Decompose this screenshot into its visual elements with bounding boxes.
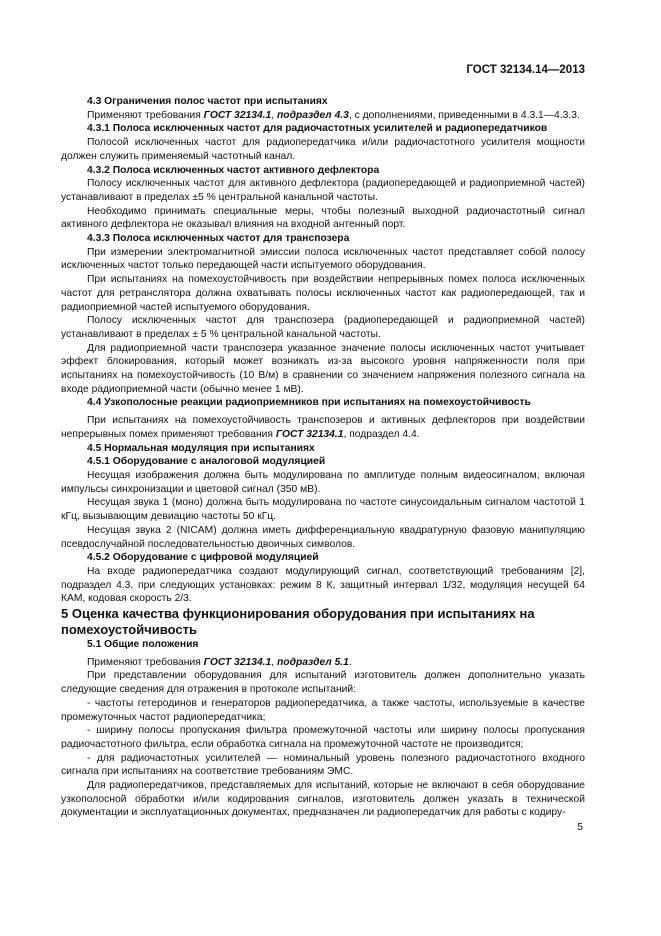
- paragraph: Применяют требования ГОСТ 32134.1, подраздел 5.1.: [87, 656, 352, 668]
- paragraph: При измерении электромагнитной эмиссии полоса исключенных частот представляет собой полосу исключенных частот только передающей части испытуемого оборудования.: [61, 246, 585, 272]
- paragraph: Применяют требования ГОСТ 32134.1, подраздел 4.3, с дополнениями, приведенными в 4.3.1—4.3.3.: [87, 109, 580, 121]
- paragraph: Несущая звука 1 (моно) должна быть модулирована по частоте синусоидальным сигналом частотой 1 кГц, вызывающим девиацию частоты 50 кГц.: [61, 497, 585, 523]
- section-heading: 4.5.2 Оборудование с цифровой модуляцией: [87, 552, 319, 564]
- paragraph: Для радиопередатчиков, представляемых для испытаний, которые не включают в себя оборудование узкополосной обработки и/или кодирования сигналов, изготовитель должен указать в технической документации и эксплуатационных документах, предназначен ли радиопередатчик для работы с кодиру-: [61, 780, 585, 819]
- section-heading: 4.5.1 Оборудование с аналоговой модуляцией: [87, 456, 326, 468]
- paragraph: Полосу исключенных частот для транспозера (радиопередающей и радиоприемной частей) устанавливают в пределах ± 5 % центральной канальной частоты.: [61, 315, 585, 340]
- document-code: ГОСТ 32134.14—2013: [466, 64, 585, 76]
- paragraph: При представлении оборудования для испытаний изготовитель должен дополнительно указать следующие сведения для отражения в протоколе испытаний:: [61, 670, 585, 696]
- section-heading: 5.1 Общие положения: [87, 639, 199, 651]
- section-heading: 5 Оценка качества функционирования оборудования при испытаниях на помехоустойчивость: [61, 606, 535, 638]
- section-heading: 4.3.1 Полоса исключенных частот для радиочастотных усилителей и радиопередатчиков: [87, 123, 548, 135]
- page-number: 5: [577, 821, 583, 833]
- paragraph: - частоты гетеродинов и генераторов радиопередатчика, а также частоты, используемые в качестве промежуточных частот радиопередатчика;: [61, 697, 585, 723]
- paragraph: - ширину полосы пропускания фильтра промежуточной частоты или ширину полосы пропускания радиочастотного фильтра, если обработка сигнала на промежуточной частоте не производится;: [61, 725, 585, 750]
- paragraph: На входе радиопередатчика создают модулирующий сигнал, соответствующий требованиям [2], подраздел 4.3, при следующих установках: режим 8 К, защитный интервал 1/32, модуляция несущей 64 КАМ, кодовая скорость 2/3.: [61, 565, 585, 605]
- section-heading: 4.3 Ограничения полос частот при испытаниях: [87, 96, 328, 107]
- paragraph: Полосой исключенных частот для радиопередатчика и/или радиочастотного усилителя мощности должен служить применяемый частотный канал.: [61, 137, 585, 162]
- section-heading: 4.3.2 Полоса исключенных частот активного дефлектора: [87, 164, 380, 176]
- paragraph: - для радиочастотных усилителей — номинальный уровень полезного радиочастотного входного сигнала при испытаниях на соответствие требованиям ЭМС.: [61, 752, 585, 778]
- paragraph: Полосу исключенных частот для активного дефлектора (радиопередающей и радиоприемной частей) устанавливают в пределах ±5 % центральной канальной частоты.: [61, 178, 585, 203]
- paragraph: При испытаниях на помехоустойчивость транспозеров и активных дефлекторов при воздействии непрерывных помех применяют требования ГОСТ 32134.1, подраздел 4.4.: [61, 415, 585, 440]
- section-heading: 4.4 Узкополосные реакции радиоприемников при испытаниях на помехоустойчивость: [87, 397, 531, 409]
- paragraph: При испытаниях на помехоустойчивость при воздействии непрерывных помех полоса исключенных частот для ретранслятора должна охватывать полосы исключенных частот как радиопередающей, так и радиоприемной частей испытуемого оборудования.: [61, 274, 585, 313]
- document-body: [61, 95, 585, 820]
- paragraph: Несущая звука 2 (NICAM) должна иметь дифференциальную квадратурную фазовую манипуляцию псевдослучайной последовательностью двоичных символов.: [61, 524, 585, 550]
- section-heading: 4.3.3 Полоса исключенных частот для транспозера: [87, 233, 350, 245]
- paragraph: Несущая изображения должна быть модулирована по амплитуде полным видеосигналом, включая импульсы синхронизации и цветовой сигнал (350 мВ).: [61, 469, 585, 495]
- section-heading: 4.5 Нормальная модуляция при испытаниях: [87, 442, 315, 454]
- paragraph: Необходимо принимать специальные меры, чтобы полезный выходной радиочастотный сигнал активного дефлектора не оказывал влияния на входной антенный порт.: [61, 205, 585, 231]
- paragraph: Для радиоприемной части транспозера указанное значение полосы исключенных частот учитывает эффект блокирования, который может возникать из-за высокого уровня напряженности поля при испытаниях на помехоустойчивость (10 В/м) в сравнении со значением напряжения полезного сигнала на входе радиоприемной части (обычно менее 1 мВ).: [61, 342, 585, 395]
